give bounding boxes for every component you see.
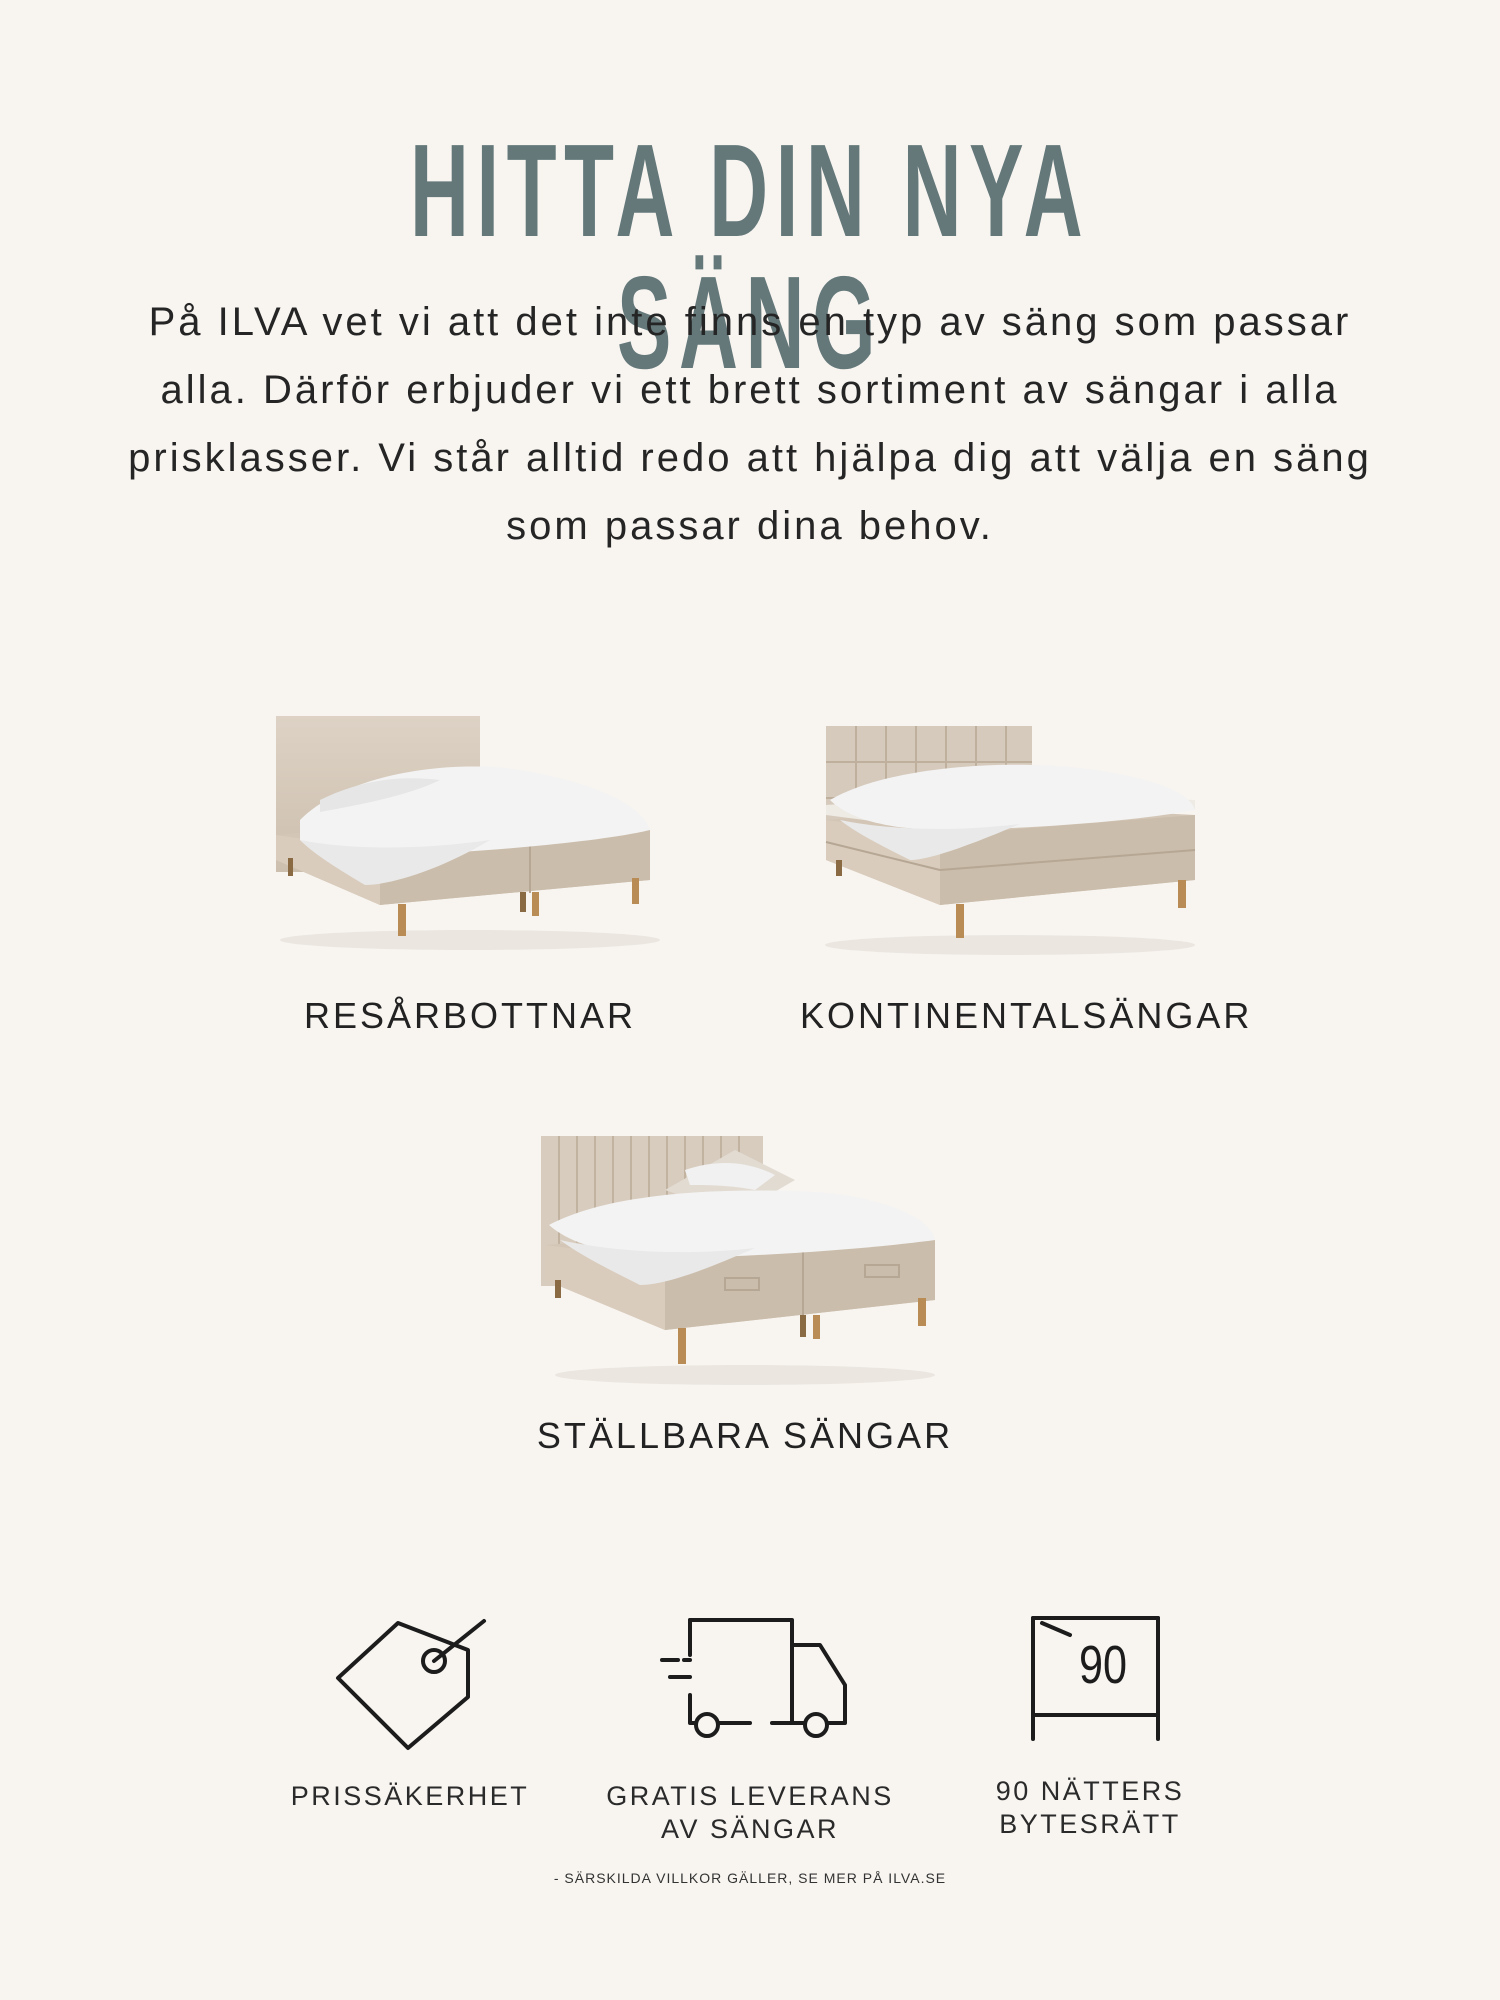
usp-label-90-natters	[940, 1775, 1240, 1841]
price-tag-icon	[330, 1615, 490, 1755]
delivery-truck-icon	[660, 1615, 850, 1745]
usp-label-prissakerhet	[260, 1780, 560, 1813]
product-kontinentalsangar[interactable]	[800, 720, 1253, 1036]
bed-image	[810, 720, 1210, 960]
bed-image	[260, 700, 680, 960]
page-title: HITTA DIN NYA SÄNG	[409, 117, 1091, 396]
usp-label-gratis-leverans	[600, 1780, 900, 1846]
product-label: STÄLLBARA SÄNGAR	[536, 1415, 954, 1456]
usp-label-line: GRATIS LEVERANS	[606, 1781, 894, 1811]
intro-line: prisklasser. Vi står alltid redo att hjälpa dig att välja en säng	[128, 436, 1372, 480]
usp-label-line: BYTESRÄTT	[999, 1809, 1181, 1839]
nights-number: 90	[1078, 1635, 1128, 1695]
intro-line: På ILVA vet vi att det inte finns en typ av säng som passar	[148, 300, 1352, 344]
intro-line: som passar dina behov.	[506, 504, 994, 548]
usp-label-line: AV SÄNGAR	[660, 1814, 840, 1844]
product-stallbara-sangar[interactable]	[535, 1130, 955, 1456]
product-label: RESÅRBOTTNAR	[303, 995, 637, 1036]
terms-footnote: - SÄRSKILDA VILLKOR GÄLLER, SE MER PÅ ILVA.SE	[553, 1870, 947, 1886]
bed-image	[535, 1130, 955, 1390]
usp-label-line: 90 NÄTTERS	[995, 1776, 1185, 1806]
bed-90-nights-icon	[1030, 1615, 1162, 1741]
usp-label-line: PRISSÄKERHET	[290, 1781, 530, 1811]
intro-line: alla. Därför erbjuder vi ett brett sortiment av sängar i alla	[160, 368, 1340, 412]
intro-text	[110, 288, 1390, 560]
product-label: KONTINENTALSÄNGAR	[800, 995, 1253, 1036]
product-resarbottnar[interactable]	[260, 700, 680, 1036]
